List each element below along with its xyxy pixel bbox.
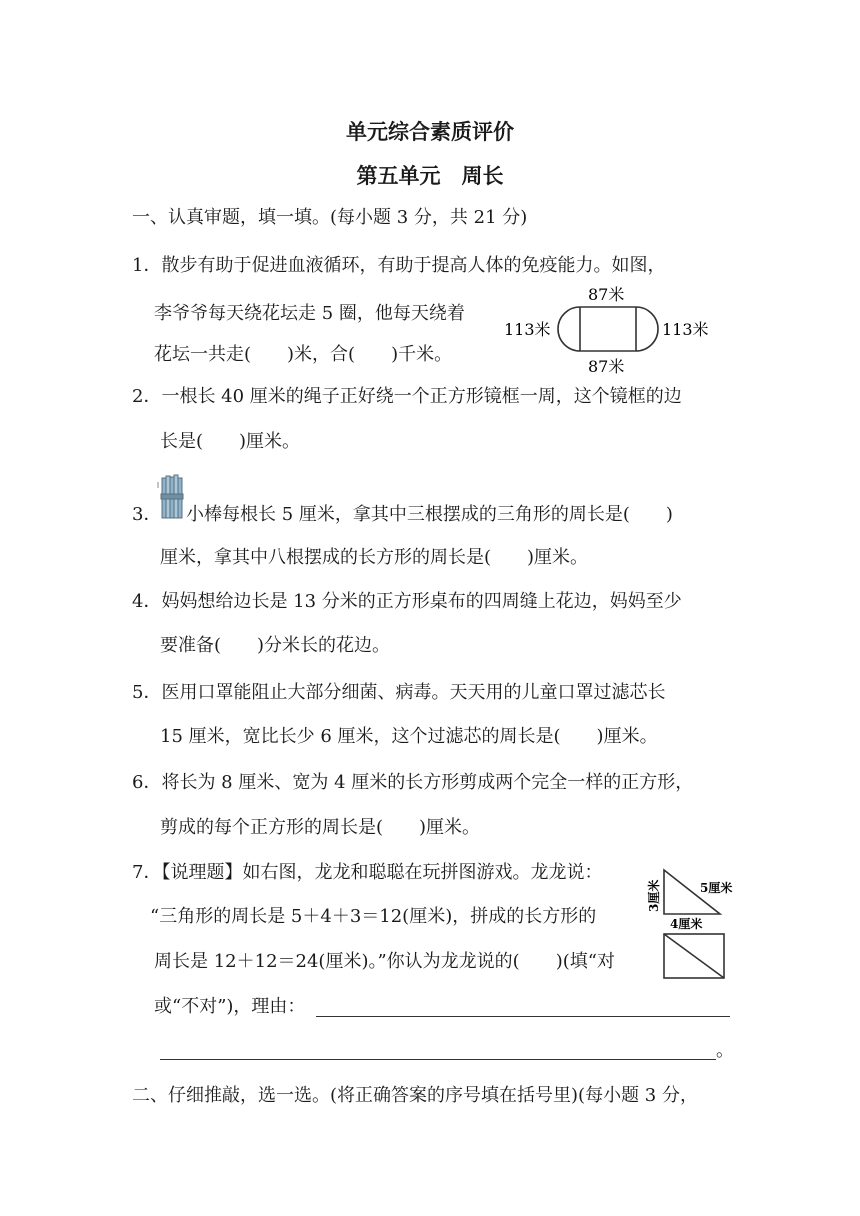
q7-line1: 7．【说理题】如右图，龙龙和聪聪在玩拼图游戏。龙龙说： <box>132 862 603 883</box>
q2-line2: 长是( )厘米。 <box>160 431 301 452</box>
triangle-hyp-label: 5厘米 <box>700 881 733 895</box>
page-title: 单元综合素质评价 <box>346 120 514 144</box>
q4-line2: 要准备( )分米长的花边。 <box>160 635 391 656</box>
q4-line1: 4．妈妈想给边长是 13 分米的正方形桌布的四周缝上花边，妈妈至少 <box>132 591 682 612</box>
q5-line1: 5．医用口罩能阻止大部分细菌、病毒。天天用的儿童口罩过滤芯长 <box>132 682 666 703</box>
page-subtitle: 第五单元 周长 <box>356 164 504 188</box>
section1-heading: 一、认真审题，填一填。(每小题 3 分，共 21 分) <box>132 207 528 228</box>
q2-line1: 2．一根长 40 厘米的绳子正好绕一个正方形镜框一周，这个镜框的边 <box>132 386 682 407</box>
q3-line2: 厘米，拿其中八根摆成的长方形的周长是( )厘米。 <box>160 547 589 568</box>
sticks-bundle-icon <box>156 472 188 522</box>
q7-answer-line-2[interactable] <box>160 1059 716 1060</box>
q7-end-mark: 。 <box>716 1040 734 1061</box>
q1-line3: 花坛一共走( )米，合( )千米。 <box>154 344 453 365</box>
q7-line3: 周长是 12＋12＝24(厘米)。”你认为龙龙说的( )(填“对 <box>154 951 615 972</box>
flowerbed-left-label: 113米 <box>504 320 551 339</box>
q6-line1: 6．将长为 8 厘米、宽为 4 厘米的长方形剪成两个完全一样的正方形， <box>132 772 694 793</box>
triangle-bottom-label: 4厘米 <box>670 917 703 931</box>
section2-heading: 二、仔细推敲，选一选。(将正确答案的序号填在括号里)(每小题 3 分， <box>132 1085 698 1106</box>
q1-line1: 1．散步有助于促进血液循环，有助于提高人体的免疫能力。如图， <box>132 255 666 276</box>
triangle-side-label: 3厘米 <box>647 879 661 912</box>
q6-line2: 剪成的每个正方形的周长是( )厘米。 <box>160 817 481 838</box>
q3-number: 3． <box>132 504 162 525</box>
flowerbed-top-label: 87米 <box>588 285 625 304</box>
q7-answer-line-1[interactable] <box>316 1016 730 1017</box>
triangle-rectangle-diagram <box>642 862 746 984</box>
q1-line2: 李爷爷每天绕花坛走 5 圈，他每天绕着 <box>154 303 465 324</box>
flowerbed-bottom-label: 87米 <box>588 357 625 376</box>
q3-line1: 小棒每根长 5 厘米，拿其中三根摆成的三角形的周长是( ) <box>186 504 673 525</box>
flowerbed-right-label: 113米 <box>662 320 709 339</box>
q7-line4: 或“不对”)，理由： <box>154 996 306 1017</box>
q5-line2: 15 厘米，宽比长少 6 厘米，这个过滤芯的周长是( )厘米。 <box>160 726 658 747</box>
flowerbed-diagram <box>500 282 720 378</box>
q7-line2: “三角形的周长是 5＋4＋3＝12(厘米)，拼成的长方形的 <box>150 906 597 927</box>
